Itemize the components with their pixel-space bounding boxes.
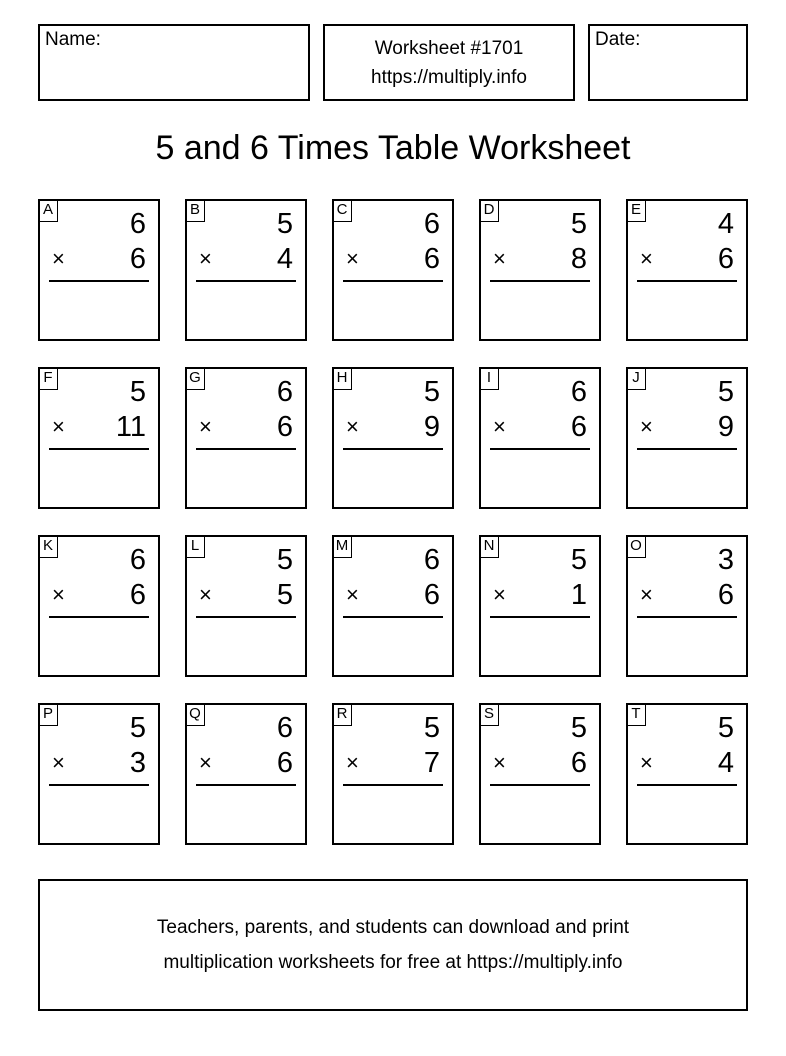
multiply-sign: × [199,582,212,607]
multiplier: 3 [129,747,146,779]
multiply-sign: × [199,414,212,439]
problem-letter: C [332,199,352,222]
answer-line [490,616,590,618]
problem-grid [38,199,748,845]
problem-card[interactable] [38,367,160,509]
multiply-sign: × [52,414,65,439]
answer-line [490,448,590,450]
multiply-sign: × [493,750,506,775]
problem-card[interactable] [185,703,307,845]
multiply-sign: × [346,414,359,439]
multiply-sign: × [346,246,359,271]
multiplier: 6 [717,579,734,611]
problem-card[interactable] [38,535,160,677]
multiplier: 9 [423,411,440,443]
problem-card[interactable] [479,535,601,677]
multiplier: 6 [423,579,440,611]
multiplicand: 3 [717,544,734,576]
multiply-sign: × [346,750,359,775]
multiply-sign: × [640,750,653,775]
problem-letter: J [626,367,646,390]
page-title: 5 and 6 Times Table Worksheet [155,129,631,167]
footer-box [38,879,748,1011]
multiplier: 7 [423,747,440,779]
worksheet-info-box [323,24,575,101]
multiplicand: 6 [129,544,146,576]
footer-line-1: Teachers, parents, and students can download and print [156,917,630,938]
multiply-sign: × [640,582,653,607]
footer-text [93,910,693,980]
multiplicand: 5 [423,376,440,408]
problem-card[interactable] [626,199,748,341]
multiplicand: 5 [570,208,587,240]
multiplier: 6 [276,747,293,779]
answer-line [49,280,149,282]
website-link[interactable]: https://multiply.info [371,66,527,88]
multiplicand: 5 [717,712,734,744]
problem-card[interactable] [38,703,160,845]
multiplicand: 4 [717,208,734,240]
problem-card[interactable] [626,367,748,509]
footer-line-2: multiplication worksheets for free at https://multiply.info [163,952,623,973]
answer-line [343,448,443,450]
problem-card[interactable] [332,199,454,341]
multiply-sign: × [640,246,653,271]
answer-line [637,280,737,282]
problem-letter: I [479,367,499,390]
name-field[interactable] [38,24,310,101]
answer-line [49,784,149,786]
problem-letter: K [38,535,58,558]
multiply-sign: × [199,750,212,775]
problem-card[interactable] [185,367,307,509]
problem-letter: T [626,703,646,726]
multiplicand: 6 [570,376,587,408]
answer-line [490,280,590,282]
answer-line [343,280,443,282]
problem-letter: H [332,367,352,390]
multiplicand: 6 [423,544,440,576]
multiply-sign: × [493,414,506,439]
worksheet-number: Worksheet #1701 [374,37,524,59]
multiplier: 6 [129,579,146,611]
answer-line [343,784,443,786]
multiplicand: 5 [276,544,293,576]
answer-line [49,616,149,618]
multiplier: 6 [570,411,587,443]
problem-letter: Q [185,703,205,726]
answer-line [196,448,296,450]
answer-line [637,784,737,786]
multiplier: 6 [717,243,734,275]
multiply-sign: × [52,582,65,607]
multiplicand: 5 [570,712,587,744]
answer-line [637,448,737,450]
multiplier: 4 [717,747,734,779]
problem-card[interactable] [185,199,307,341]
name-label: Name: [45,29,101,50]
multiplicand: 6 [423,208,440,240]
multiplicand: 5 [129,712,146,744]
answer-line [637,616,737,618]
problem-letter: A [38,199,58,222]
problem-card[interactable] [332,367,454,509]
problem-card[interactable] [332,703,454,845]
answer-line [490,784,590,786]
multiply-sign: × [52,246,65,271]
multiplier: 6 [570,747,587,779]
multiplicand: 6 [276,376,293,408]
multiplicand: 5 [423,712,440,744]
problem-letter: E [626,199,646,222]
multiplicand: 5 [570,544,587,576]
problem-card[interactable] [479,199,601,341]
multiplier: 11 [115,411,146,443]
multiply-sign: × [346,582,359,607]
problem-letter: S [479,703,499,726]
problem-letter: N [479,535,499,558]
problem-letter: F [38,367,58,390]
date-field[interactable] [588,24,748,101]
problem-card[interactable] [38,199,160,341]
problem-letter: L [185,535,205,558]
multiplier: 6 [129,243,146,275]
problem-letter: P [38,703,58,726]
multiplier: 6 [276,411,293,443]
multiplicand: 6 [129,208,146,240]
answer-line [343,616,443,618]
multiplier: 4 [276,243,293,275]
problem-card[interactable] [332,535,454,677]
multiply-sign: × [493,246,506,271]
multiplier: 5 [276,579,293,611]
answer-line [196,784,296,786]
multiplicand: 5 [717,376,734,408]
problem-letter: O [626,535,646,558]
multiplier: 6 [423,243,440,275]
multiplicand: 5 [129,376,146,408]
problem-letter: D [479,199,499,222]
problem-letter: M [332,535,352,558]
problem-card[interactable] [185,535,307,677]
answer-line [196,280,296,282]
multiplicand: 6 [276,712,293,744]
multiply-sign: × [52,750,65,775]
problem-card[interactable] [479,703,601,845]
date-label: Date: [595,29,641,50]
multiply-sign: × [199,246,212,271]
multiplier: 9 [717,411,734,443]
problem-letter: G [185,367,205,390]
problem-card[interactable] [479,367,601,509]
answer-line [49,448,149,450]
problem-letter: R [332,703,352,726]
problem-letter: B [185,199,205,222]
multiplicand: 5 [276,208,293,240]
multiply-sign: × [493,582,506,607]
multiplier: 1 [570,579,587,611]
multiply-sign: × [640,414,653,439]
multiplier: 8 [570,243,587,275]
problem-card[interactable] [626,535,748,677]
answer-line [196,616,296,618]
problem-card[interactable] [626,703,748,845]
